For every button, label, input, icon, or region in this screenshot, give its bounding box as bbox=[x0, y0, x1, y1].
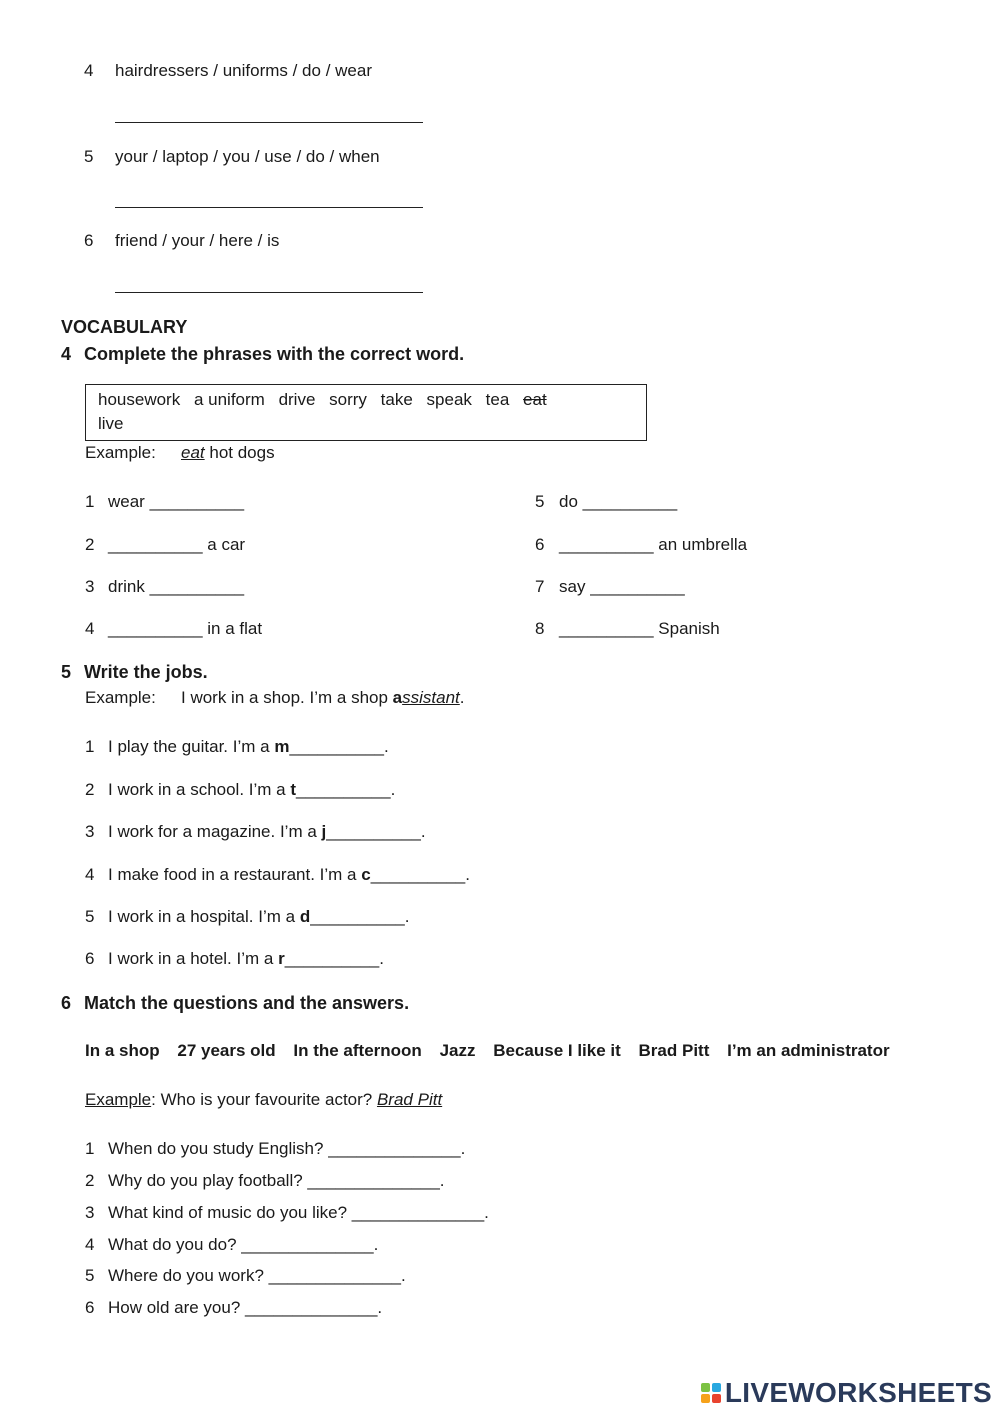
example bbox=[85, 443, 275, 463]
answer-option: Brad Pitt bbox=[638, 1041, 710, 1060]
item-words: hairdressers / uniforms / do / wear bbox=[115, 61, 372, 80]
phrase-item bbox=[85, 619, 263, 639]
question-text: When do you study English? bbox=[108, 1139, 329, 1158]
item-number: 7 bbox=[535, 577, 545, 596]
exercise-title: Write the jobs. bbox=[84, 662, 208, 682]
phrase-after: an umbrella bbox=[658, 535, 748, 554]
item-number: 3 bbox=[85, 1203, 95, 1222]
exercise-6-heading bbox=[61, 993, 410, 1014]
word: take bbox=[380, 390, 413, 409]
item-number: 4 bbox=[85, 865, 95, 884]
item-number: 1 bbox=[85, 492, 95, 511]
blank[interactable]: __________ bbox=[289, 737, 384, 756]
item-number: 8 bbox=[535, 619, 545, 638]
example-label: Example: bbox=[85, 443, 156, 462]
example-rest: hot dogs bbox=[204, 443, 275, 462]
phrase-after: a car bbox=[207, 535, 246, 554]
question-item: 6 How old are you? ______________. bbox=[85, 1298, 383, 1317]
word-list bbox=[98, 388, 556, 436]
job-sentence: I work for a magazine. I’m a bbox=[108, 822, 322, 841]
blank[interactable]: ______________ bbox=[241, 1235, 374, 1254]
example-label: Example: bbox=[85, 688, 156, 707]
phrase-after: Spanish bbox=[658, 619, 720, 638]
first-letter: j bbox=[321, 822, 327, 841]
job-item: 3 I work for a magazine. I’m a j__________. bbox=[85, 822, 426, 841]
word: housework bbox=[98, 390, 181, 409]
answer-options bbox=[85, 1041, 890, 1061]
blank[interactable]: __________ bbox=[559, 535, 654, 554]
item-number: 4 bbox=[85, 1235, 95, 1254]
question-text: What do you do? bbox=[108, 1235, 242, 1254]
item-words: your / laptop / you / use / do / when bbox=[115, 147, 380, 166]
item-number: 4 bbox=[85, 619, 95, 638]
logo-text: LIVEWORKSHEETS bbox=[724, 1377, 992, 1408]
item-number: 2 bbox=[85, 1171, 95, 1190]
job-sentence: I play the guitar. I’m a bbox=[108, 737, 275, 756]
phrase-before: say bbox=[559, 577, 586, 596]
item-number: 5 bbox=[84, 147, 94, 166]
blank[interactable]: __________ bbox=[590, 577, 685, 596]
phrase-item bbox=[85, 535, 246, 555]
phrase-item bbox=[85, 577, 245, 597]
blank[interactable]: __________ bbox=[582, 492, 678, 511]
blank[interactable]: ______________ bbox=[245, 1298, 378, 1317]
phrase-item bbox=[535, 619, 720, 639]
job-item: 4 I make food in a restaurant. I’m a c__________. bbox=[85, 865, 470, 884]
item-number: 5 bbox=[85, 1266, 95, 1285]
item-number: 3 bbox=[85, 577, 95, 596]
job-item: 2 I work in a school. I’m a t__________. bbox=[85, 780, 396, 799]
item-words: friend / your / here / is bbox=[115, 231, 280, 250]
phrase-after: in a flat bbox=[207, 619, 263, 638]
blank[interactable]: __________ bbox=[284, 949, 380, 968]
word: live bbox=[98, 414, 124, 433]
word: drive bbox=[278, 390, 316, 409]
job-sentence: I make food in a restaurant. I’m a bbox=[108, 865, 362, 884]
word: sorry bbox=[329, 390, 367, 409]
item-number: 2 bbox=[85, 535, 95, 554]
exercise-number: 6 bbox=[61, 993, 72, 1013]
exercise-title: Match the questions and the answers. bbox=[84, 993, 410, 1013]
item-number: 1 bbox=[85, 737, 95, 756]
first-letter: r bbox=[278, 949, 285, 968]
answer-line[interactable] bbox=[115, 122, 423, 123]
phrase-item bbox=[85, 492, 245, 512]
reorder-item bbox=[84, 231, 280, 251]
item-number: 5 bbox=[85, 907, 95, 926]
example-answer: ssistant bbox=[402, 688, 460, 707]
example bbox=[85, 1090, 442, 1110]
question-item: 1 When do you study English? ______________. bbox=[85, 1139, 466, 1158]
phrase-before: drink bbox=[108, 577, 145, 596]
job-item: 5 I work in a hospital. I’m a d__________. bbox=[85, 907, 410, 926]
question-text: What kind of music do you like? bbox=[108, 1203, 352, 1222]
item-number: 2 bbox=[85, 780, 95, 799]
blank[interactable]: __________ bbox=[326, 822, 421, 841]
exercise-4-heading bbox=[61, 344, 465, 365]
exercise-5-heading bbox=[61, 662, 208, 683]
blank[interactable]: ______________ bbox=[328, 1139, 461, 1158]
job-sentence: I work in a hospital. I’m a bbox=[108, 907, 300, 926]
reorder-item bbox=[84, 147, 380, 167]
example-answer: Brad Pitt bbox=[376, 1090, 443, 1109]
job-sentence: I work in a hotel. I’m a bbox=[108, 949, 279, 968]
phrase-before: do bbox=[559, 492, 578, 511]
liveworksheets-logo bbox=[701, 1376, 992, 1410]
blank[interactable]: __________ bbox=[559, 619, 654, 638]
first-letter: t bbox=[290, 780, 297, 799]
word: speak bbox=[426, 390, 472, 409]
example-question: : Who is your favourite actor? bbox=[151, 1090, 377, 1109]
item-number: 1 bbox=[85, 1139, 95, 1158]
phrase-before: wear bbox=[108, 492, 145, 511]
logo-mark-icon bbox=[701, 1383, 721, 1403]
answer-line[interactable] bbox=[115, 292, 423, 293]
item-number: 6 bbox=[85, 1298, 95, 1317]
answer-option: 27 years old bbox=[177, 1041, 276, 1060]
question-text: Why do you play football? bbox=[108, 1171, 308, 1190]
blank[interactable]: __________ bbox=[149, 577, 245, 596]
exercise-number: 4 bbox=[61, 344, 72, 364]
blank[interactable]: __________ bbox=[310, 907, 405, 926]
item-number: 5 bbox=[535, 492, 545, 511]
example-answer: eat bbox=[181, 443, 205, 462]
question-item: 5 Where do you work? ______________. bbox=[85, 1266, 406, 1285]
first-letter: d bbox=[299, 907, 311, 926]
question-text: Where do you work? bbox=[108, 1266, 269, 1285]
item-number: 6 bbox=[535, 535, 545, 554]
blank[interactable]: ______________ bbox=[307, 1171, 440, 1190]
question-item: 3 What kind of music do you like? ______________. bbox=[85, 1203, 489, 1222]
example bbox=[85, 688, 465, 708]
word-used: eat bbox=[523, 390, 547, 409]
item-number: 6 bbox=[85, 949, 95, 968]
word: a uniform bbox=[193, 390, 265, 409]
answer-option: I’m an administrator bbox=[727, 1041, 890, 1060]
blank[interactable]: __________ bbox=[108, 619, 203, 638]
blank[interactable]: __________ bbox=[149, 492, 245, 511]
question-text: How old are you? bbox=[108, 1298, 246, 1317]
exercise-title: Complete the phrases with the correct word. bbox=[84, 344, 465, 364]
question-item: 4 What do you do? ______________. bbox=[85, 1235, 379, 1254]
answer-option: In a shop bbox=[85, 1041, 160, 1060]
job-item: 6 I work in a hotel. I’m a r__________. bbox=[85, 949, 384, 968]
job-sentence: I work in a school. I’m a bbox=[108, 780, 291, 799]
phrase-item bbox=[535, 535, 748, 555]
question-item: 2 Why do you play football? ______________. bbox=[85, 1171, 445, 1190]
answer-option: Jazz bbox=[439, 1041, 476, 1060]
answer-line[interactable] bbox=[115, 207, 423, 208]
item-number: 3 bbox=[85, 822, 95, 841]
phrase-item bbox=[535, 577, 685, 597]
example-text: I work in a shop. I’m a shop bbox=[181, 688, 393, 707]
example-end: . bbox=[459, 688, 465, 707]
blank[interactable]: ______________ bbox=[268, 1266, 402, 1285]
job-item: 1 I play the guitar. I’m a m__________. bbox=[85, 737, 389, 756]
first-letter: m bbox=[274, 737, 290, 756]
word: tea bbox=[485, 390, 510, 409]
answer-option: In the afternoon bbox=[293, 1041, 422, 1060]
first-letter: c bbox=[361, 865, 371, 884]
word-box bbox=[85, 384, 647, 441]
answer-option: Because I like it bbox=[493, 1041, 621, 1060]
phrase-item bbox=[535, 492, 678, 512]
item-number: 6 bbox=[84, 231, 94, 250]
example-letter: a bbox=[392, 688, 403, 707]
item-number: 4 bbox=[84, 61, 94, 80]
blank[interactable]: ______________ bbox=[351, 1203, 485, 1222]
section-title: VOCABULARY bbox=[61, 317, 188, 337]
blank[interactable]: __________ bbox=[296, 780, 391, 799]
example-phrase bbox=[181, 443, 275, 463]
reorder-item bbox=[84, 61, 372, 81]
blank[interactable]: __________ bbox=[370, 865, 466, 884]
exercise-number: 5 bbox=[61, 662, 72, 682]
example-label: Example bbox=[85, 1090, 152, 1109]
blank[interactable]: __________ bbox=[108, 535, 203, 554]
